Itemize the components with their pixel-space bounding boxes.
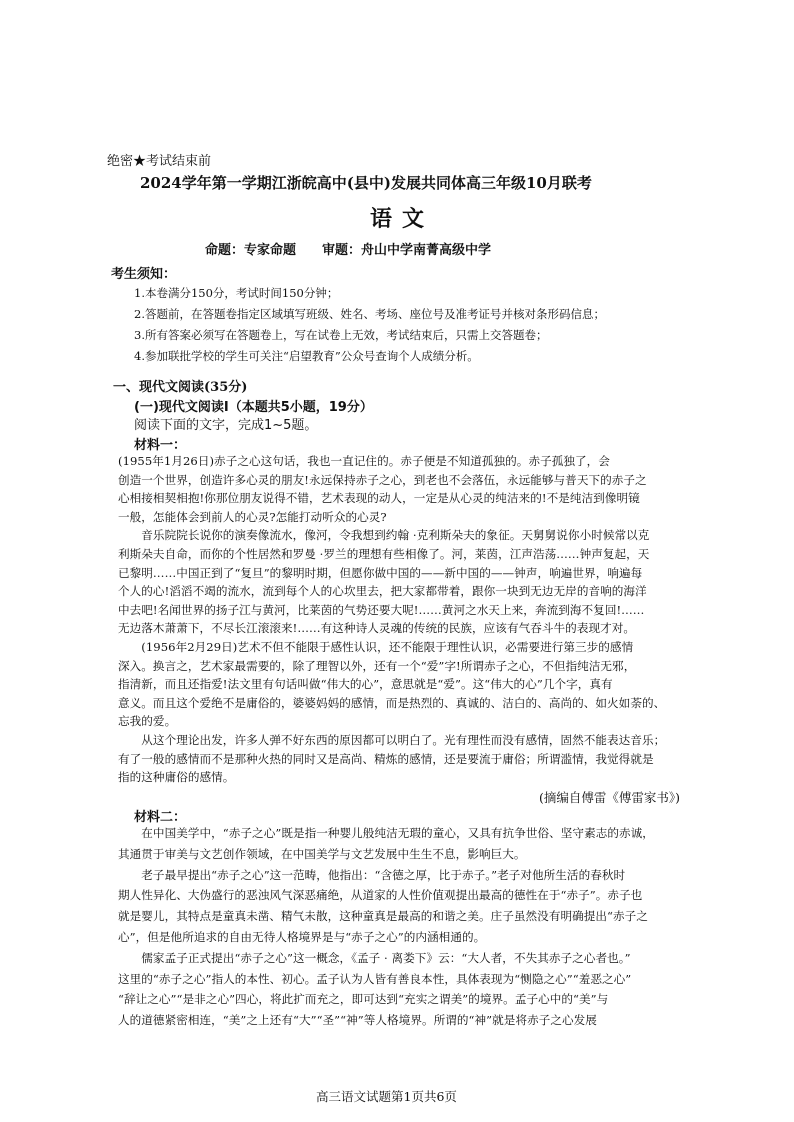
section-title: 一、现代文阅读(35分) [113,380,248,395]
notice-item: 1.本卷满分150分，考试时间150分钟； [134,286,339,300]
reading-instruction: 阅读下面的文字，完成1~5题。 [134,418,318,433]
exam-authors: 命题：专家命题 审题：舟山中学南菁高级中学 [205,243,492,258]
notice-item: 4.参加联批学校的学生可关注“启望教育”公众号查询个人成绩分析。 [134,349,479,363]
text-line: 在中国美学中，“赤子之心”既是指一种婴儿般纯洁无瑕的童心，又具有抗争世俗、坚守素志的赤诚， [118,826,654,840]
text-line: 从这个理论出发，许多人弹不好东西的原因都可以明白了。光有理性而没有感情，固然不能表达音乐； [118,733,666,747]
text-line: 无边落木萧萧下，不尽长江滚滚来!……有这种诗人灵魂的传统的民族，应该有气吞斗牛的表现才对。 [118,621,636,636]
notice-item: 2.答题前，在答题卷指定区域填写班级、姓名、考场、座位号及准考证号并核对条形码信息； [134,307,605,321]
exam-title: 2024学年第一学期江浙皖高中(县中)发展共同体高三年级10月联考 [140,174,592,192]
material-1-label: 材料一： [134,438,187,453]
text-line: 心相接相契相抱!你那位朋友说得不错，艺术表现的动人，一定是从心灵的纯洁来的!不是纯洁到像明镜 [118,491,640,506]
text-line: 这里的“赤子之心”指人的本性、初心。孟子认为人皆有善良本性，具体表现为“恻隐之心”“羞恶之心” [118,971,632,986]
text-line: 就是婴儿，其特点是童真未凿、精气未散，这种童真是最高的和谐之美。庄子虽然没有明确提出“赤子之 [118,909,648,924]
notice-heading: 考生须知： [111,267,177,282]
text-line: 心”，但是他所追求的自由无待人格境界是与“赤子之心”的内涵相通的。 [118,930,486,944]
text-line: 老子最早提出“赤子之心”这一范畴，他指出：“含德之厚，比于赤子。”老子对他所生活的春秋时 [118,867,626,882]
confidential-label: 绝密★考试结束前 [107,154,212,169]
text-line: “辞让之心”“是非之心”四心，将此扩而充之，即可达到“充实之谓美”的境界。孟子心中的“美”与 [118,992,609,1007]
page-footer: 高三语文试题第1页共6页 [316,1089,457,1104]
text-line: 已黎明……中国正到了“复旦”的黎明时期，但愿你做中国的——新中国的——钟声，响遍世界，响遍每 [118,565,643,580]
text-line: 一般，怎能体会到前人的心灵?怎能打动听众的心灵? [118,509,387,524]
text-line: 人的道德紧密相连，“美”之上还有“大”“圣”“神”等人格境界。所谓的“神”就是将赤子之心发展 [118,1013,597,1028]
text-line: 儒家孟子正式提出“赤子之心”这一概念，《孟子 · 离娄下》云：“大人者，不失其赤子之心者也。” [118,950,631,965]
material-2-label: 材料二： [134,810,187,825]
notice-item: 3.所有答案必须写在答题卷上，写在试卷上无效，考试结束后，只需上交答题卷； [134,328,548,342]
text-line: (1955年1月26日)赤子之心这句话，我也一直记住的。赤子便是不知道孤独的。赤子孤独了，会 [118,454,610,468]
text-line: (1956年2月29日)艺术不但不能限于感性认识，还不能限于理性认识，必需要进行第三步的感情 [118,640,634,654]
text-line: 意义。而且这个爱绝不是庸俗的，婆婆妈妈的感情，而是热烈的、真诚的、洁白的、高尚的、如火如荼的、 [118,695,666,710]
text-line: 其通贯于审美与文艺创作领域，在中国美学与文艺发展中生生不息，影响巨大。 [118,846,526,861]
subject-title: 语文 [370,207,435,232]
text-line: 指清新，而且还指爱!法文里有句话叫做“伟大的心”，意思就是“爱”。这“伟大的心”几个字，真有 [118,677,613,692]
text-line: 利斯朵夫自命，而你的个性居然和罗曼 ·罗兰的理想有些相像了。河，莱茵，江声浩荡……钟声复起，天 [118,547,650,561]
text-line: 期人性异化、大伪盛行的恶浊风气深恶痛绝，从道家的人性价值观提出最高的德性在于“赤子”。赤子也 [118,888,643,903]
text-line: 有了一般的感情而不是那种火热的同时又是高尚、精炼的感情，还是要流于庸俗；所谓滥情，我觉得就是 [118,751,654,766]
subsection-title: (一)现代文阅读I（本题共5小题，19分） [134,400,373,415]
text-line: 创造一个世界，创造许多心灵的朋友!永远保持赤子之心，到老也不会落伍，永远能够与普天下的赤子之 [118,472,647,487]
text-line: 指的这种庸俗的感情。 [118,770,235,785]
material-1-source: (摘编自傅雷《傅雷家书》) [539,790,681,805]
text-line: 深入。换言之，艺术家最需要的，除了理智以外，还有一个“爱”字!所谓赤子之心，不但指纯洁无邪， [118,658,636,673]
text-line: 中去吧!名闻世界的扬子江与黄河，比莱茵的气势还要大呢!……黄河之水天上来，奔流到海不复回!…… [118,602,645,617]
text-line: 忘我的爱。 [118,714,177,729]
text-line: 个人的心!滔滔不竭的流水，流到每个人的心坎里去，把大家都带着，跟你一块到无边无岸的音响的海洋 [118,584,647,599]
text-line: 音乐院院长说你的演奏像流水，像河，令我想到约翰 ·克利斯朵夫的象征。天舅舅说你小时候常以克 [118,528,650,543]
